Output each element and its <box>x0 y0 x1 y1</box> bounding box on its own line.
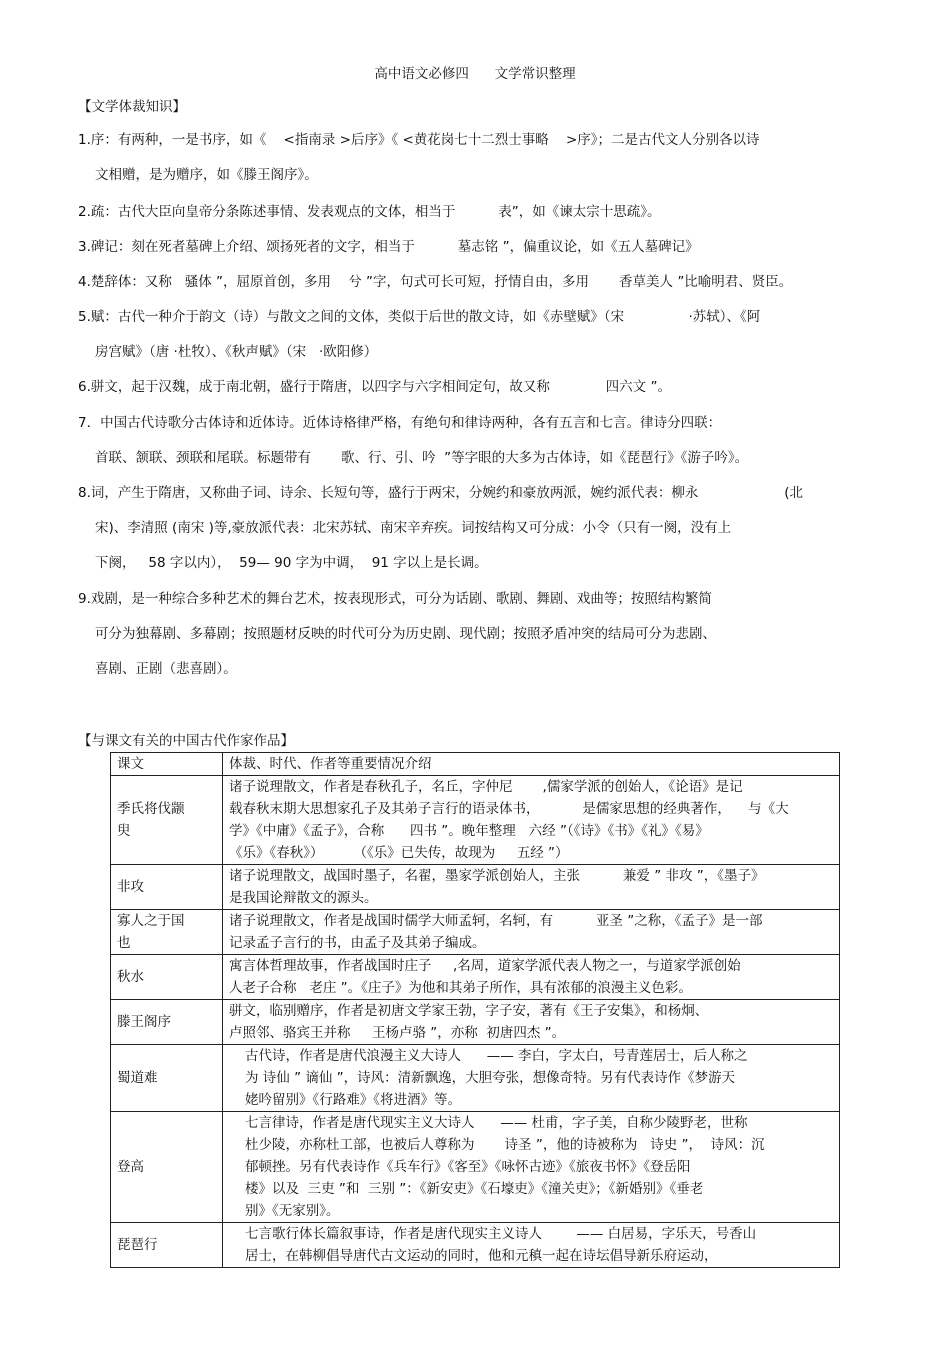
paragraph-line: 3.碑记：刻在死者墓碑上介绍、颂扬死者的文字，相当于 墓志铭 ”，偏重议论，如《五人墓碑记》 <box>78 239 699 255</box>
header-cell-description: 体裁、时代、作者等重要情况介绍 <box>223 753 840 776</box>
description-line: 楼》以及 三吏 ”和 三别 ”：《新安吏》《石壕吏》《潼关吏》；《新婚别》《垂老 <box>245 1181 704 1197</box>
description-line: 郁顿挫。另有代表诗作《兵车行》《客至》《咏怀古迹》《旅夜书怀》《登岳阳 <box>245 1159 691 1175</box>
table-row <box>111 955 840 1000</box>
description-line: 别》《无家别》。 <box>245 1203 340 1219</box>
description-line: 寓言体哲理故事，作者战国时庄子 ,名周，道家学派代表人物之一，与道家学派创始 <box>229 958 741 974</box>
text-title-line: 登高 <box>117 1159 144 1175</box>
paragraph-line: 宋)、李清照 (南宋 )等,豪放派代表：北宋苏轼、南宋辛弃疾。词按结构又可分成：小令（只有一阕，没有上 <box>95 520 732 536</box>
paragraph-line: 下阕， 58 字以内）， 59— 90 字为中调， 91 字以上是长调。 <box>95 555 488 571</box>
description-line: 人老子合称 老庄 ”。《庄子》为他和其弟子所作，具有浓郁的浪漫主义色彩。 <box>229 980 692 996</box>
text-title-cell <box>111 910 223 955</box>
description-line: 骈文，临别赠序，作者是初唐文学家王勃，字子安，著有《王子安集》，和杨炯、 <box>229 1003 709 1019</box>
description-line: 诸子说理散文，作者是春秋孔子，名丘，字仲尼 ,儒家学派的创始人，《论语》是记 <box>229 779 743 795</box>
text-title-cell <box>111 1223 223 1268</box>
text-title-line: 滕王阁序 <box>117 1014 171 1030</box>
works-table <box>110 752 840 1268</box>
paragraph-line: 5.赋：古代一种介于韵文（诗）与散文之间的文体，类似于后世的散文诗，如《赤壁赋》（宋 ·苏轼）、《阿 <box>78 309 761 325</box>
page-title: 高中语文必修四 文学常识整理 <box>374 66 576 82</box>
text-title-line: 秋水 <box>117 969 144 985</box>
paragraph-line: 8.词，产生于隋唐，又称曲子词、诗余、长短句等，盛行于两宋，分婉约和豪放两派，婉约派代表：柳永 (北 <box>78 485 803 501</box>
table-row <box>111 865 840 910</box>
description-cell <box>223 1223 840 1268</box>
paragraph-line: 4.楚辞体：又称 骚体 ”，屈原首创，多用 兮 ”字，句式可长可短，抒情自由，多用 香草美人 ”比喻明君、贤臣。 <box>78 274 793 290</box>
table-header-row <box>111 753 840 776</box>
description-line: 七言律诗，作者是唐代现实主义大诗人 —— 杜甫，字子美，自称少陵野老，世称 <box>245 1115 748 1131</box>
paragraph-line: 9.戏剧，是一种综合多种艺术的舞台艺术，按表现形式，可分为话剧、歌剧、舞剧、戏曲等；按照结构繁简 <box>78 591 712 607</box>
description-line: 卢照邻、骆宾王并称 王杨卢骆 ”，亦称 初唐四杰 ”。 <box>229 1025 566 1041</box>
text-title-cell <box>111 1045 223 1112</box>
paragraph-line: 1.序：有两种，一是书序，如《 <指南录 >后序》《 <黄花岗七十二烈士事略 >序》；二是古代文人分别各以诗 <box>78 132 760 148</box>
description-line: 诸子说理散文，作者是战国时儒学大师孟轲，名轲，有 亚圣 ”之称，《孟子》是一部 <box>229 913 763 929</box>
text-title-line: 臾 <box>117 823 131 839</box>
description-line: 居士，在韩柳倡导唐代古文运动的同时，他和元稹一起在诗坛倡导新乐府运动， <box>245 1248 718 1264</box>
description-cell <box>223 1045 840 1112</box>
table-row <box>111 1112 840 1223</box>
text-title-line: 非攻 <box>117 879 144 895</box>
paragraph-line: 可分为独幕剧、多幕剧；按照题材反映的时代可分为历史剧、现代剧；按照矛盾冲突的结局可分为悲剧、 <box>95 626 716 642</box>
paragraph-line: 首联、颔联、颈联和尾联。标题带有 歌、行、引、吟 ”等字眼的大多为古体诗，如《琵琶行》《游子吟》。 <box>95 450 749 466</box>
paragraph-line: 喜剧、正剧（悲喜剧）。 <box>95 661 237 677</box>
table-row <box>111 1045 840 1112</box>
text-title-line: 季氏将伐颛 <box>117 801 185 817</box>
description-line: 《乐》《春秋》） （《乐》已失传，故现为 五经 ”） <box>229 845 569 861</box>
description-line: 诸子说理散文，战国时墨子，名翟，墨家学派创始人，主张 兼爱 ” 非攻 ”，《墨子》 <box>229 868 765 884</box>
description-cell <box>223 910 840 955</box>
description-cell <box>223 1112 840 1223</box>
description-line: 古代诗，作者是唐代浪漫主义大诗人 —— 李白，字太白，号青莲居士，后人称之 <box>245 1048 748 1064</box>
text-title-cell <box>111 1112 223 1223</box>
paragraph-line: 7．中国古代诗歌分古体诗和近体诗。近体诗格律严格，有绝句和律诗两种，各有五言和七言。律诗分四联： <box>78 415 722 431</box>
description-cell <box>223 865 840 910</box>
description-line: 是我国论辩散文的源头。 <box>229 890 378 906</box>
paragraph-line: 房宫赋》（唐 ·杜牧）、《秋声赋》（宋 ·欧阳修） <box>95 344 378 360</box>
text-title-cell <box>111 776 223 865</box>
section-heading-works: 【与课文有关的中国古代作家作品】 <box>78 733 294 749</box>
text-title-line: 琵琶行 <box>117 1237 158 1253</box>
table-row <box>111 1223 840 1268</box>
table-row <box>111 776 840 865</box>
description-line: 七言歌行体长篇叙事诗，作者是唐代现实主义诗人 —— 白居易，字乐天，号香山 <box>245 1226 757 1242</box>
table-row <box>111 1000 840 1045</box>
text-title-cell <box>111 955 223 1000</box>
text-title-line: 蜀道难 <box>117 1070 158 1086</box>
paragraph-line: 2.疏：古代大臣向皇帝分条陈述事情、发表观点的文体，相当于 表”，如《谏太宗十思疏》。 <box>78 204 661 220</box>
description-line: 学》《中庸》《孟子》，合称 四书 ”。晚年整理 六经 ”（《诗》《书》《礼》《易》 <box>229 823 709 839</box>
text-title-cell <box>111 865 223 910</box>
description-line: 杜少陵，亦称杜工部，也被后人尊称为 诗圣 ”，他的诗被称为 诗史 ”， 诗风：沉 <box>245 1137 765 1153</box>
header-cell-text: 课文 <box>111 753 223 776</box>
description-line: 载春秋末期大思想家孔子及其弟子言行的语录体书， 是儒家思想的经典著作， 与《大 <box>229 801 789 817</box>
description-cell <box>223 776 840 865</box>
description-line: 为 诗仙 ” 谪仙 ”，诗风：清新飘逸，大胆夸张，想像奇特。另有代表诗作《梦游天 <box>245 1070 736 1086</box>
description-cell <box>223 1000 840 1045</box>
text-title-cell <box>111 1000 223 1045</box>
paragraph-line: 6.骈文，起于汉魏，成于南北朝，盛行于隋唐，以四字与六字相间定句，故又称 四六文 ”。 <box>78 379 671 395</box>
text-title-line: 寡人之于国 <box>117 913 185 929</box>
paragraph-line: 文相赠，是为赠序，如《滕王阁序》。 <box>95 167 318 183</box>
text-title-line: 也 <box>117 935 131 951</box>
table-row <box>111 910 840 955</box>
description-cell <box>223 955 840 1000</box>
section-heading-genres: 【文学体裁知识】 <box>78 99 186 115</box>
description-line: 姥吟留别》《行路难》《将进酒》等。 <box>245 1092 461 1108</box>
description-line: 记录孟子言行的书，由孟子及其弟子编成。 <box>229 935 486 951</box>
